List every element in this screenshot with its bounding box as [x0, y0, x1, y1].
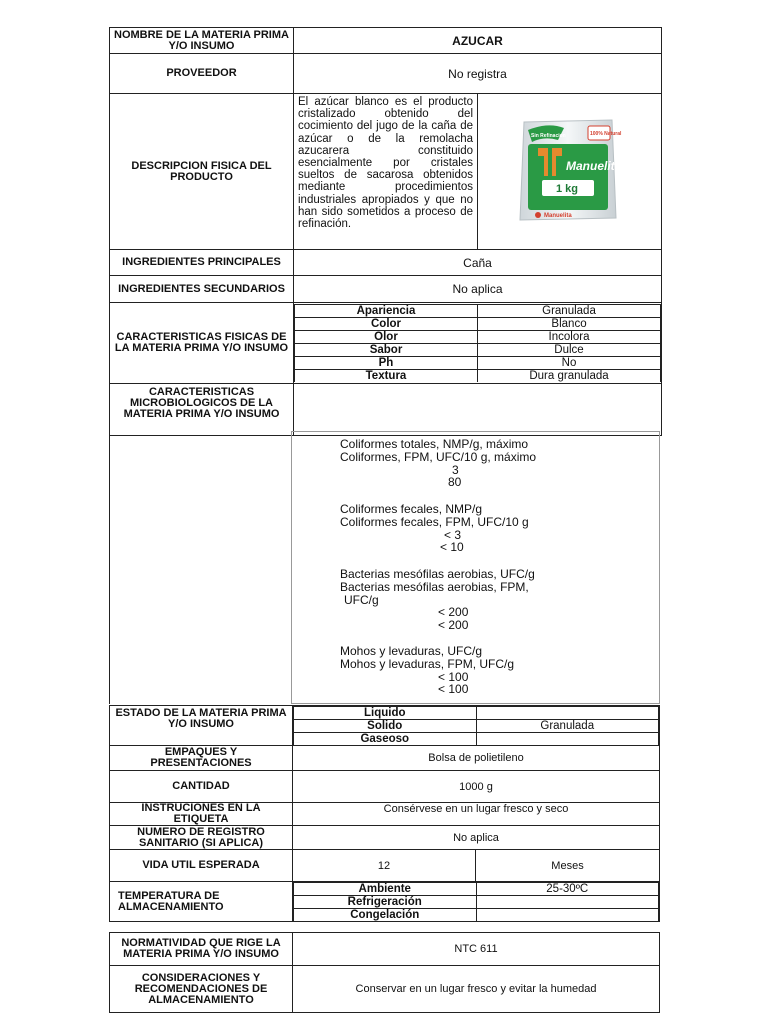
row-storage-temp [110, 882, 660, 922]
physical-value: Blanco [478, 318, 661, 331]
left-border-line [109, 431, 110, 704]
micro-value: < 3 [444, 527, 462, 542]
micro-line: Bacterias mesófilas aerobias, FPM, [340, 579, 529, 594]
micro-value: < 10 [440, 540, 464, 555]
shelf-life-value: 12 [293, 850, 476, 882]
state-key: Liquido [294, 707, 477, 720]
micro-group-coliformes-totales [340, 438, 640, 489]
micro-group-coliformes-fecales [340, 503, 640, 554]
physical-row [295, 357, 661, 370]
physical-row [295, 305, 661, 318]
row-label-instructions [110, 803, 660, 826]
state-value [476, 733, 659, 746]
micro-value: 3 [452, 462, 459, 477]
state-table [293, 706, 659, 745]
physical-row [295, 344, 661, 357]
row-secondary-ingredients [110, 276, 662, 303]
physical-value: Incolora [478, 331, 661, 344]
row-quantity [110, 771, 660, 803]
micro-line: Coliformes, FPM, UFC/10 g, máximo [340, 449, 537, 464]
physical-value: Granulada [478, 305, 661, 318]
storage-temp-row [294, 883, 659, 896]
shelf-life-unit: Meses [476, 850, 660, 882]
norm-label: NORMATIVIDAD QUE RIGE LA MATERIA PRIMA Y/O INSUMO [110, 933, 293, 966]
physical-row [295, 370, 661, 383]
state-key: Solido [294, 720, 477, 733]
physical-key: Apariencia [295, 305, 478, 318]
shelf-life-label: VIDA UTIL ESPERADA [110, 850, 293, 882]
storage-temp-row [294, 909, 659, 922]
supplier-value: No registra [294, 54, 662, 94]
micro-line: Coliformes fecales, NMP/g [340, 502, 483, 516]
micro-value: 80 [448, 475, 462, 490]
micro-value: < 200 [438, 618, 469, 633]
registry-value: No aplica [293, 826, 660, 850]
storage-temp-key: Refrigeración [294, 896, 477, 909]
state-key: Gaseoso [294, 733, 477, 746]
norm-value: NTC 611 [293, 933, 660, 966]
row-name [110, 28, 662, 54]
row-registry [110, 826, 660, 850]
physical-key: Textura [295, 370, 478, 383]
micro-value: < 100 [438, 682, 469, 697]
state-row [294, 720, 659, 733]
storage-temp-cell [293, 882, 660, 922]
row-storage-recommendations [110, 966, 660, 1013]
storage-temp-key: Ambiente [294, 883, 477, 896]
state-row [294, 707, 659, 720]
footer-table [109, 932, 660, 1013]
quantity-value: 1000 g [293, 771, 660, 803]
packaging-value: Bolsa de polietileno [293, 746, 660, 771]
physical-key: Sabor [295, 344, 478, 357]
micro-label: CARACTERISTICAS MICROBIOLOGICOS DE LA MATERIA PRIMA Y/O INSUMO [110, 384, 294, 436]
description-label: DESCRIPCION FISICA DEL PRODUCTO [110, 94, 294, 250]
physical-row [295, 318, 661, 331]
label-instructions-label: INSTRUCIONES EN LA ETIQUETA [110, 803, 293, 826]
physical-label: CARACTERISTICAS FISICAS DE LA MATERIA PRIMA Y/O INSUMO [110, 303, 294, 384]
state-cell [293, 706, 660, 746]
micro-line: Mohos y levaduras, FPM, UFC/g [340, 656, 515, 671]
package-weight: 1 kg [556, 183, 579, 195]
state-row [294, 733, 659, 746]
micro-empty-cell [294, 384, 662, 436]
storage-temp-value: 25-30ºC [476, 883, 659, 896]
package-badge: 100% Natural [590, 131, 622, 137]
description-text: El azúcar blanco es el producto cristalizado obtenido del cocimiento del jugo de la caña de azúcar o de la remolacha azucarera constituido esencialmente por cristales sueltos de sacarosa obtenidos mediante procedimientos industriales apropiados y que no han sido sometidos a proceso de refinación. [298, 96, 473, 231]
storage-recommendations-value: Conservar en un lugar fresco y evitar la humedad [293, 966, 660, 1013]
physical-value: No [478, 357, 661, 370]
storage-temp-key: Congelación [294, 909, 477, 922]
main-ingredients-value: Caña [294, 250, 662, 276]
secondary-ingredients-label: INGREDIENTES SECUNDARIOS [110, 276, 294, 303]
state-value: Granulada [476, 720, 659, 733]
gap-line-right [292, 912, 293, 922]
row-state [110, 706, 660, 746]
micro-line: UFC/g [344, 592, 379, 607]
physical-table [294, 304, 661, 382]
physical-cell [294, 303, 662, 384]
package-brand: Manuelita [566, 159, 622, 173]
gap-line-left [109, 912, 110, 922]
micro-value: < 200 [438, 605, 469, 620]
row-shelf-life [110, 850, 660, 882]
label-instructions-value: Consérvese en un lugar fresco y seco [293, 803, 660, 826]
bottom-table [109, 705, 660, 922]
row-packaging [110, 746, 660, 771]
row-physical [110, 303, 662, 384]
packaging-label: EMPAQUES Y PRESENTACIONES [110, 746, 293, 771]
sugar-package-image [518, 118, 622, 224]
secondary-ingredients-value: No aplica [294, 276, 662, 303]
row-main-ingredients [110, 250, 662, 276]
storage-temp-row [294, 896, 659, 909]
state-value [476, 707, 659, 720]
row-norm [110, 933, 660, 966]
physical-value: Dulce [478, 344, 661, 357]
storage-temp-value [476, 909, 659, 922]
physical-key: Ph [295, 357, 478, 370]
name-value: AZUCAR [294, 28, 662, 54]
supplier-label: PROVEEDOR [110, 54, 294, 94]
storage-recommendations-label: CONSIDERACIONES Y RECOMENDACIONES DE ALMACENAMIENTO [110, 966, 293, 1013]
micro-values-box [291, 431, 660, 704]
quantity-label: CANTIDAD [110, 771, 293, 803]
top-table [109, 27, 662, 436]
storage-temp-label: TEMPERATURA DE ALMACENAMIENTO [110, 882, 293, 922]
physical-value: Dura granulada [478, 370, 661, 383]
micro-group-mesofilas [340, 568, 640, 632]
micro-line: Coliformes fecales, FPM, UFC/10 g [340, 514, 529, 529]
row-supplier [110, 54, 662, 94]
physical-key: Color [295, 318, 478, 331]
state-label: ESTADO DE LA MATERIA PRIMA Y/O INSUMO [110, 706, 293, 746]
micro-group-mohos [340, 645, 640, 696]
name-label: NOMBRE DE LA MATERIA PRIMA Y/O INSUMO [110, 28, 294, 54]
storage-temp-value [476, 896, 659, 909]
main-ingredients-label: INGREDIENTES PRINCIPALES [110, 250, 294, 276]
micro-value: < 100 [438, 669, 469, 684]
micro-line: Bacterias mesófilas aerobias, UFC/g [340, 567, 535, 581]
physical-row [295, 331, 661, 344]
physical-key: Olor [295, 331, 478, 344]
storage-temp-table [293, 882, 659, 921]
package-footer-brand: Manuelita [544, 213, 572, 219]
description-cell [294, 94, 478, 250]
micro-line: Mohos y levaduras, UFC/g [340, 644, 483, 658]
row-micro [110, 384, 662, 436]
registry-label: NUMERO DE REGISTRO SANITARIO (SI APLICA) [110, 826, 293, 850]
package-top-text: Sin Refinacion [531, 133, 566, 139]
micro-line: Coliformes totales, NMP/g, máximo [340, 437, 529, 451]
